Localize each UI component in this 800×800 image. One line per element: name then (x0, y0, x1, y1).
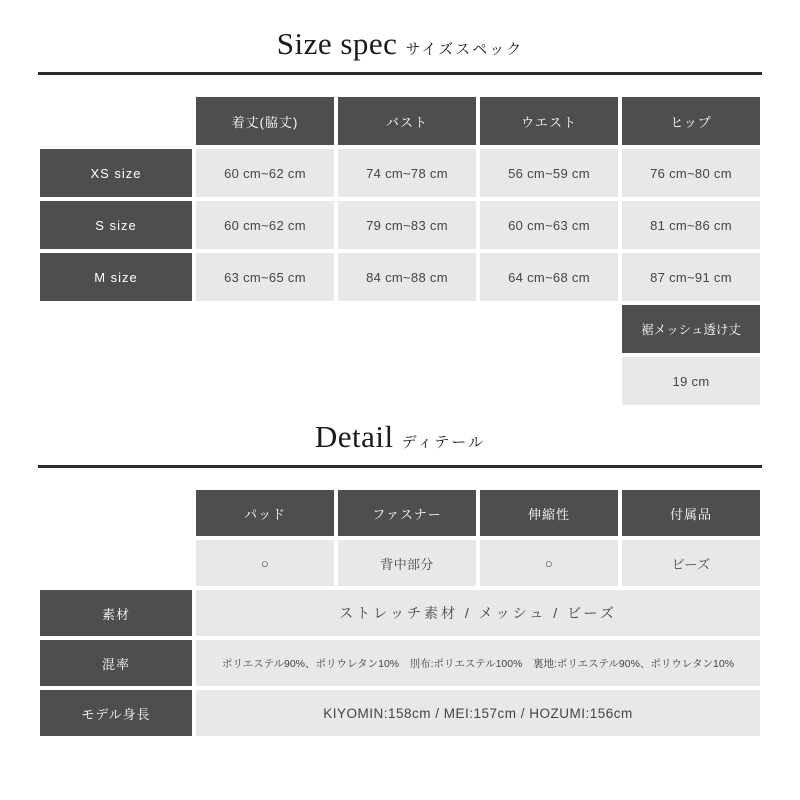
table-row (40, 201, 760, 249)
row-header: モデル身長 (40, 690, 192, 736)
table-header-row (40, 97, 760, 145)
table-row (40, 540, 760, 586)
empty-cell (338, 357, 476, 405)
size-spec-heading (0, 26, 800, 66)
extra-header-row (40, 305, 760, 353)
table-cell: 60 cm~62 cm (196, 149, 334, 197)
table-cell: ビーズ (622, 540, 760, 586)
column-header: バスト (338, 97, 476, 145)
table-row (40, 690, 760, 736)
empty-cell (196, 357, 334, 405)
header-corner-cell (40, 97, 192, 145)
column-header: 伸縮性 (480, 490, 618, 536)
row-header: M size (40, 253, 192, 301)
hem-mesh-value: 19 cm (622, 357, 760, 405)
empty-cell (40, 305, 192, 353)
table-cell: 87 cm~91 cm (622, 253, 760, 301)
column-header: ウエスト (480, 97, 618, 145)
row-header: 混率 (40, 640, 192, 686)
hem-mesh-header: 裾メッシュ透け丈 (622, 305, 760, 353)
table-row (40, 590, 760, 636)
column-header: パッド (196, 490, 334, 536)
detail-gap (0, 468, 800, 486)
row-header: S size (40, 201, 192, 249)
composition-value: ポリエステル90%、ポリウレタン10% 別布:ポリエステル100% 裏地:ポリエステル90%、ポリウレタン10% (196, 640, 760, 686)
table-cell: ○ (480, 540, 618, 586)
model-height-value: KIYOMIN:158cm / MEI:157cm / HOZUMI:156cm (196, 690, 760, 736)
table-row (40, 640, 760, 686)
empty-cell (338, 305, 476, 353)
table-row (40, 253, 760, 301)
detail-title-ja: ディテール (401, 434, 486, 451)
header-corner-cell (40, 490, 192, 536)
top-spacer (0, 0, 800, 26)
size-spec-gap (0, 75, 800, 93)
table-cell: 背中部分 (338, 540, 476, 586)
table-cell: 81 cm~86 cm (622, 201, 760, 249)
size-spec-table (36, 93, 764, 409)
column-header: ヒップ (622, 97, 760, 145)
detail-title-en: Detail (314, 419, 394, 454)
column-header: 付属品 (622, 490, 760, 536)
table-cell: 79 cm~83 cm (338, 201, 476, 249)
table-cell: 63 cm~65 cm (196, 253, 334, 301)
empty-cell (480, 357, 618, 405)
detail-table (36, 486, 764, 740)
table-header-row (40, 490, 760, 536)
material-value: ストレッチ素材 / メッシュ / ビーズ (196, 590, 760, 636)
size-spec-title-en: Size spec (276, 26, 398, 61)
empty-cell (40, 357, 192, 405)
table-cell: 74 cm~78 cm (338, 149, 476, 197)
table-cell: 60 cm~63 cm (480, 201, 618, 249)
extra-value-row (40, 357, 760, 405)
size-spec-title-ja: サイズスペック (405, 41, 524, 58)
column-header: 着丈(脇丈) (196, 97, 334, 145)
table-cell: 56 cm~59 cm (480, 149, 618, 197)
row-header: XS size (40, 149, 192, 197)
table-cell: ○ (196, 540, 334, 586)
empty-cell (40, 540, 192, 586)
table-cell: 60 cm~62 cm (196, 201, 334, 249)
table-cell: 64 cm~68 cm (480, 253, 618, 301)
row-header: 素材 (40, 590, 192, 636)
empty-cell (480, 305, 618, 353)
empty-cell (196, 305, 334, 353)
table-row (40, 149, 760, 197)
detail-top-spacer (0, 409, 800, 419)
column-header: ファスナー (338, 490, 476, 536)
table-cell: 84 cm~88 cm (338, 253, 476, 301)
detail-heading (0, 419, 800, 459)
table-cell: 76 cm~80 cm (622, 149, 760, 197)
